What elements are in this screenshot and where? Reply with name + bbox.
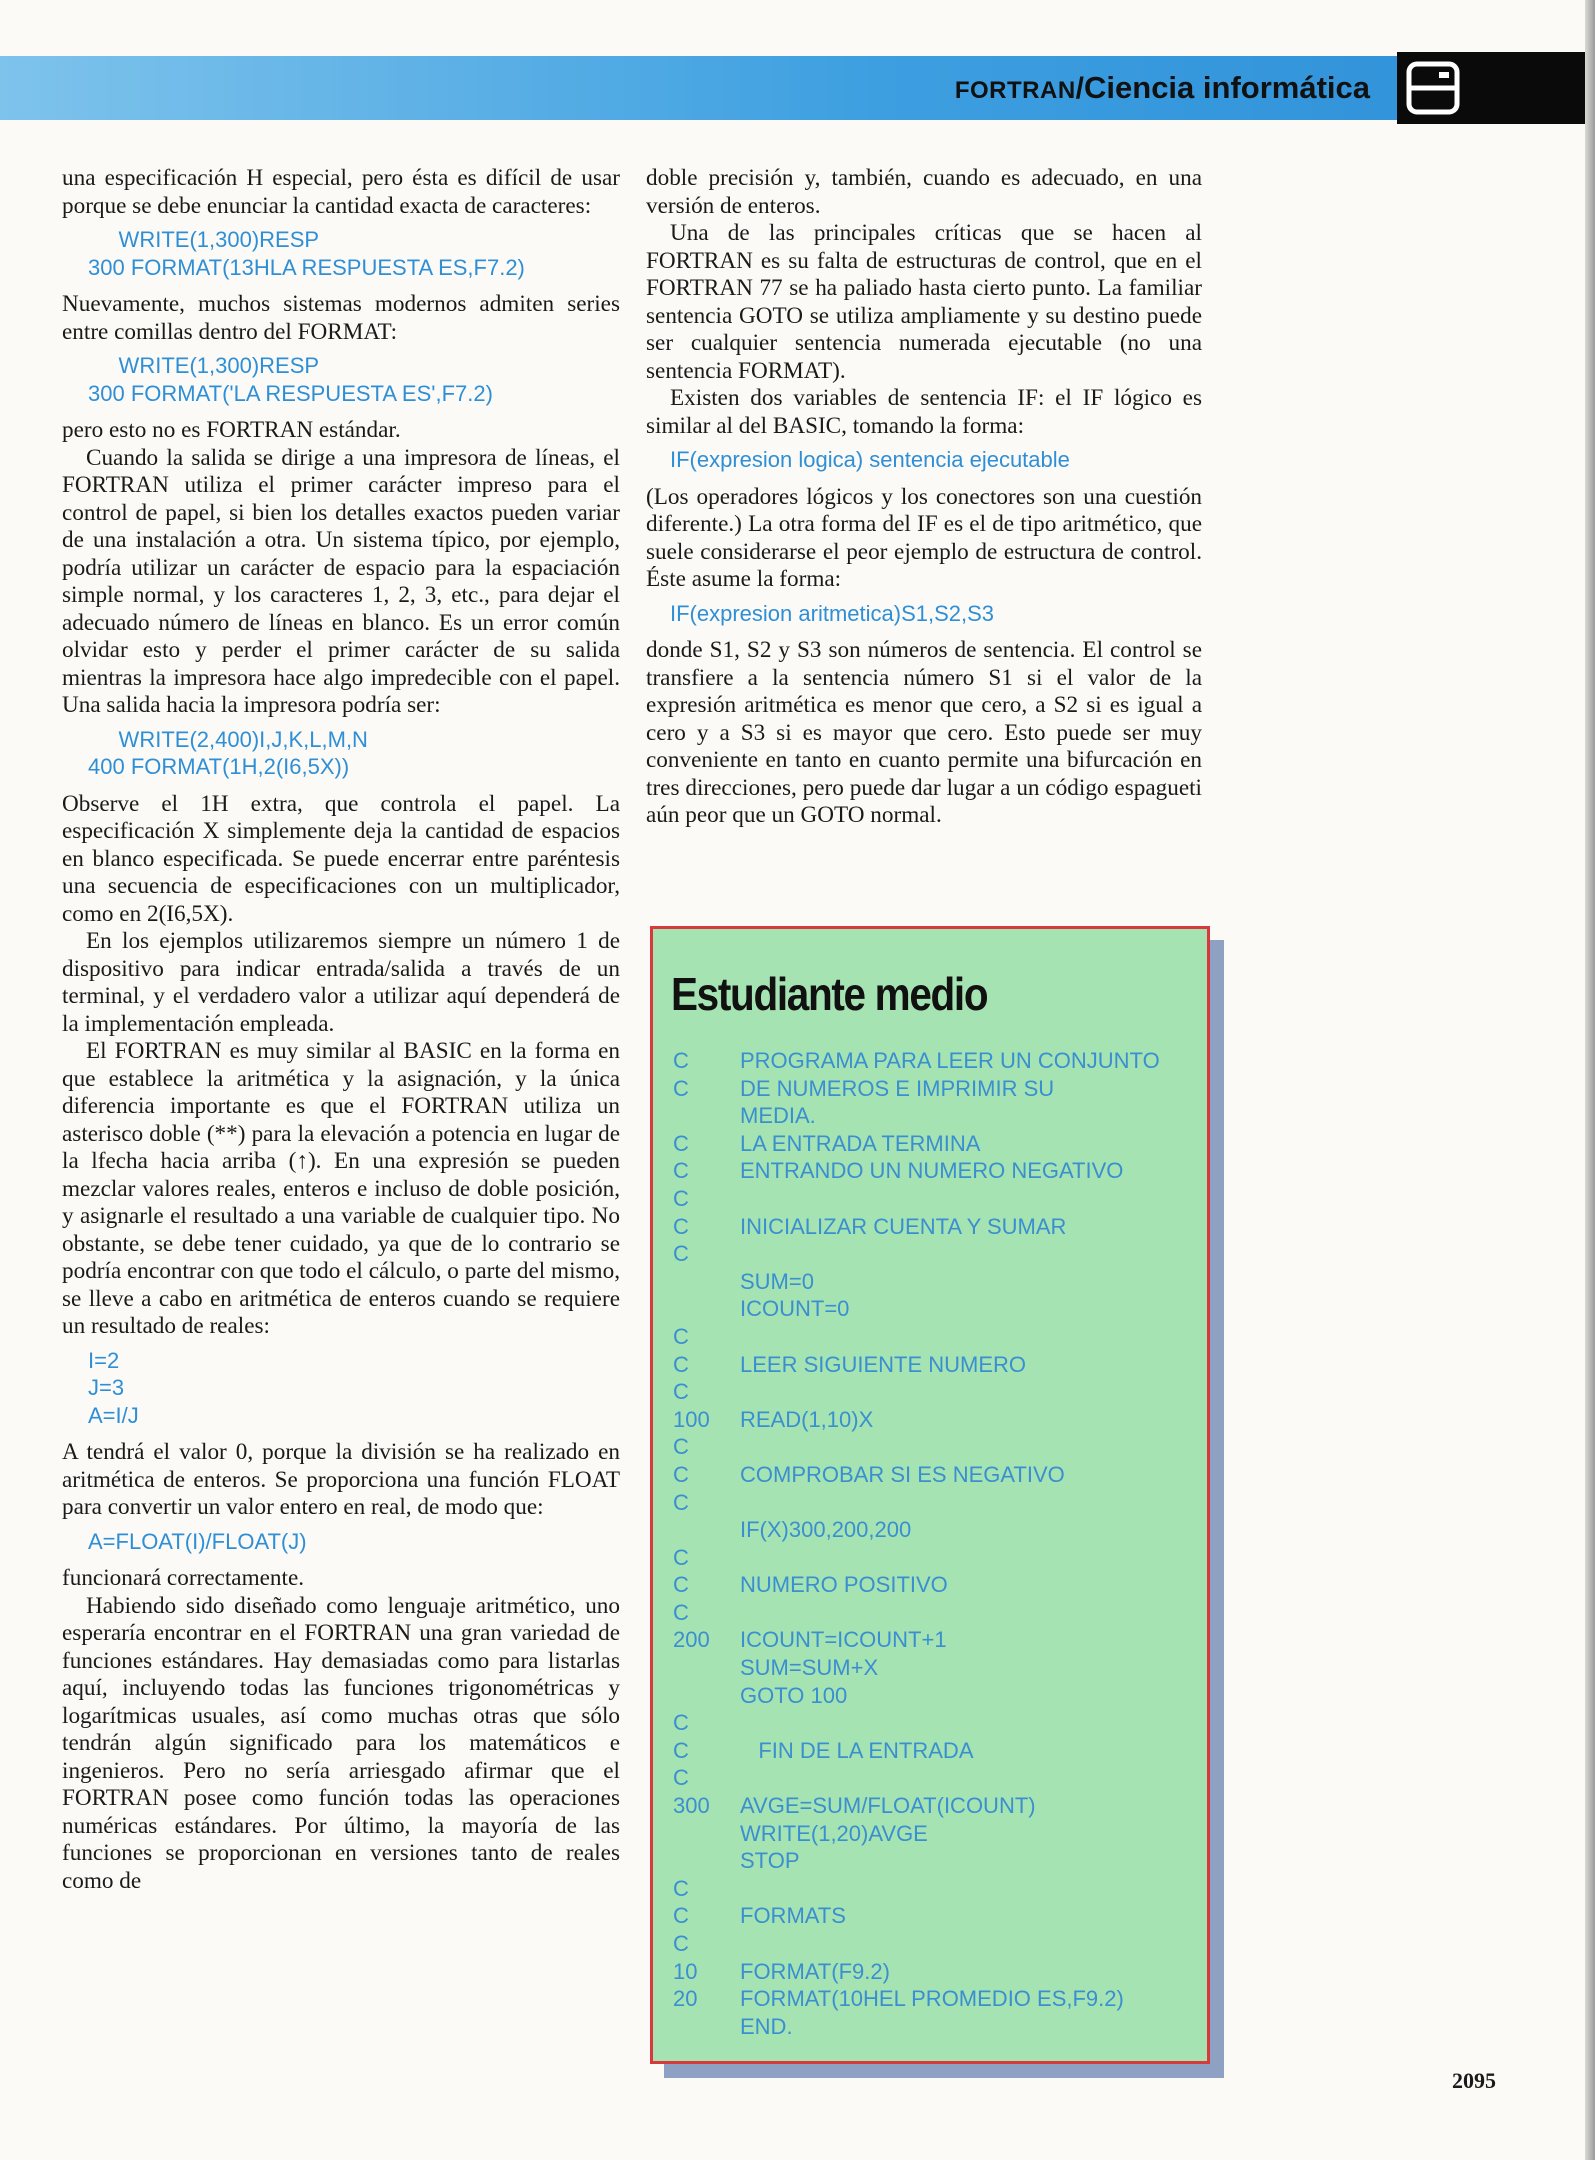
code-line-text: ICOUNT=ICOUNT+1 xyxy=(740,1627,947,1653)
code-line-label: C xyxy=(673,1434,689,1460)
code-line xyxy=(673,1433,1193,1461)
paragraph: Cuando la salida se dirige a una impresora de líneas, el FORTRAN utiliza el primer carácter impreso para el control de papel, si bien los detalles exactos pueden variar de una instalación a otra. Un sistema típico, por ejemplo, podría utilizar un carácter de espacio para la espaciación simple normal, y los caracteres 1, 2, 3, etc., para dejar el adecuado número de líneas en blanco. Es un error común olvidar esto y perder el primer carácter de su salida mientras la impresora hace algo impredecible con el papel. Una salida hacia la impresora podría ser: xyxy=(62,444,620,718)
code-line xyxy=(673,1102,1193,1130)
code-line xyxy=(673,1626,1193,1654)
code-line xyxy=(673,1268,1193,1296)
code-line-label: 300 xyxy=(673,1793,710,1819)
paragraph: pero esto no es FORTRAN estándar. xyxy=(62,417,401,443)
code-line-label: C xyxy=(673,1737,689,1763)
code-line xyxy=(673,1185,1193,1213)
code-line xyxy=(673,1571,1193,1599)
code-line xyxy=(673,1461,1193,1489)
right-column xyxy=(646,165,1202,830)
code-line-label: C xyxy=(673,1461,689,1487)
code-line-label: C xyxy=(673,1213,689,1239)
code-line-label: 10 xyxy=(673,1958,698,1984)
code-line xyxy=(673,1213,1193,1241)
code-line-label: C xyxy=(673,1572,689,1598)
code-line xyxy=(673,1709,1193,1737)
paragraph: (Los operadores lógicos y los conectores son una cuestión diferente.) La otra forma del IF es el de tipo aritmético, que suele considerarse el peor ejemplo de estructura de control. Éste asume la forma: xyxy=(646,483,1202,592)
code-line-label: C xyxy=(673,1765,689,1791)
code-line-label xyxy=(673,2013,740,2041)
code-line-text: FORMAT(F9.2) xyxy=(740,1958,890,1984)
section-header xyxy=(955,68,1370,108)
page-edge xyxy=(1585,0,1595,2160)
code-line-label xyxy=(673,1847,740,1875)
code-line-text: AVGE=SUM/FLOAT(ICOUNT) xyxy=(740,1793,1036,1819)
code-line-text: FORMATS xyxy=(740,1903,846,1929)
code-line-label: C xyxy=(673,1323,689,1349)
code-line xyxy=(673,1378,1193,1406)
code-line xyxy=(673,1295,1193,1323)
code-line-label: C xyxy=(673,1544,689,1570)
paragraph: donde S1, S2 y S3 son números de sentencia. El control se transfiere a la sentencia número S1 si el valor de la expresión aritmética es menor que cero, a S2 si es igual a cero y a S3 si es mayor que cero. Esto puede ser muy conveniente en tanto en cuanto permite una bifurcación en tres direcciones, pero puede dar lugar a un código espagueti aún peor que un GOTO normal. xyxy=(646,637,1202,828)
code-line xyxy=(673,1654,1193,1682)
series-name: FORTRAN xyxy=(954,77,1076,104)
code-line-text: ICOUNT=0 xyxy=(740,1296,850,1322)
code-line xyxy=(673,1958,1193,1986)
code-example: IF(expresion logica) sentencia ejecutable xyxy=(670,447,1070,472)
paragraph: Nuevamente, muchos sistemas modernos admiten series entre comillas dentro del FORMAT: xyxy=(62,291,620,345)
code-line-label: 100 xyxy=(673,1406,710,1432)
code-line xyxy=(673,1544,1193,1572)
code-line-text: READ(1,10)X xyxy=(740,1406,874,1432)
code-line-label: C xyxy=(673,1903,689,1929)
code-line-label: C xyxy=(673,1351,689,1377)
code-line-text: GOTO 100 xyxy=(740,1682,848,1708)
code-line xyxy=(673,1406,1193,1434)
code-line-label: C xyxy=(673,1599,689,1625)
code-line xyxy=(673,1820,1193,1848)
code-line-label: C xyxy=(673,1130,689,1156)
code-line-text: SUM=0 xyxy=(740,1268,814,1294)
code-line-text: FIN DE LA ENTRADA xyxy=(740,1737,974,1763)
paragraph: doble precisión y, también, cuando es adecuado, en una versión de enteros. xyxy=(646,165,1202,219)
code-line-text: WRITE(1,20)AVGE xyxy=(740,1820,928,1846)
paragraph: A tendrá el valor 0, porque la división se ha realizado en aritmética de enteros. Se proporciona una función FLOAT para convertir un valor entero en real, de modo que: xyxy=(62,1439,620,1520)
code-line-label: C xyxy=(673,1710,689,1736)
code-line-text: COMPROBAR SI ES NEGATIVO xyxy=(740,1461,1065,1487)
code-line xyxy=(673,2013,1193,2041)
code-line xyxy=(673,1985,1193,2013)
header-separator: / xyxy=(1075,72,1085,105)
left-column xyxy=(62,165,620,1895)
code-line xyxy=(673,1847,1193,1875)
code-line xyxy=(673,1599,1193,1627)
code-line-label: 20 xyxy=(673,1986,698,2012)
code-line xyxy=(673,1764,1193,1792)
code-line-label xyxy=(673,1820,740,1848)
paragraph: Una de las principales críticas que se hacen al FORTRAN es su falta de estructuras de control, que en el FORTRAN 77 se ha paliado hasta cierto punto. La familiar sentencia GOTO se utiliza ampliamente y su destino puede ser cualquier sentencia numerada ejecutable (no una sentencia FORMAT). xyxy=(646,220,1202,384)
code-line-text: PROGRAMA PARA LEER UN CONJUNTO xyxy=(740,1048,1160,1073)
code-line xyxy=(673,1351,1193,1379)
code-line-label xyxy=(673,1682,740,1710)
code-line xyxy=(673,1157,1193,1185)
code-line-text: INICIALIZAR CUENTA Y SUMAR xyxy=(740,1213,1067,1239)
program-listing xyxy=(673,1047,1193,2040)
code-line-label xyxy=(673,1102,740,1130)
code-line-text: IF(X)300,200,200 xyxy=(740,1517,912,1543)
section-name: Ciencia informática xyxy=(1084,70,1370,105)
computer-screen-icon xyxy=(1403,58,1463,118)
program-box-title: Estudiante medio xyxy=(671,968,988,1020)
code-line xyxy=(673,1930,1193,1958)
code-line xyxy=(673,1323,1193,1351)
code-example: IF(expresion aritmetica)S1,S2,S3 xyxy=(670,600,995,626)
code-line-text: ENTRANDO UN NUMERO NEGATIVO xyxy=(740,1158,1124,1184)
code-line-text: LA ENTRADA TERMINA xyxy=(740,1130,981,1156)
header-logo xyxy=(1397,52,1595,124)
code-line xyxy=(673,1075,1193,1103)
code-line-label: C xyxy=(673,1875,689,1901)
code-line-label: C xyxy=(673,1185,689,1211)
code-line-label: C xyxy=(673,1489,689,1515)
code-line-label: C xyxy=(673,1048,689,1073)
code-line xyxy=(673,1682,1193,1710)
code-line-label xyxy=(673,1516,740,1544)
code-line-label: C xyxy=(673,1379,689,1405)
paragraph: En los ejemplos utilizaremos siempre un número 1 de dispositivo para indicar entrada/salida a través de un terminal, y el verdadero valor a utilizar aquí dependerá de la implementación empleada. xyxy=(62,928,620,1037)
code-line-label xyxy=(673,1654,740,1682)
code-line-text: MEDIA. xyxy=(740,1103,816,1129)
paragraph: Observe el 1H extra, que controla el papel. La especificación X simplemente deja la cantidad de espacios en blanco especificada. Se puede encerrar entre paréntesis una secuencia de especificaciones con un multiplicador, como en 2(I6,5X). xyxy=(62,790,620,927)
paragraph: Habiendo sido diseñado como lenguaje aritmético, uno esperaría encontrar en el FORTRAN una gran variedad de funciones estándares. Hay demasiadas como para listarlas aquí, incluyendo todas las funciones trigonométricas y logarítmicas usuales, así como muchas otras que sólo tendrán algún significado para los matemáticos e ingenieros. Pero no sería arriesgado afirmar que el FORTRAN posee como función todas las operaciones numéricas estándares. Por último, la mayoría de las funciones se proporcionan en versiones tanto de reales como de xyxy=(62,1592,620,1894)
code-line-text: DE NUMEROS E IMPRIMIR SU xyxy=(740,1075,1055,1101)
code-example: WRITE(2,400)I,J,K,L,M,N 400 FORMAT(1H,2(I6,5X)) xyxy=(88,726,368,779)
code-line-text: LEER SIGUIENTE NUMERO xyxy=(740,1351,1027,1377)
paragraph: funcionará correctamente. xyxy=(62,1565,305,1591)
code-line-label xyxy=(673,1295,740,1323)
page-number: 2095 xyxy=(1452,2068,1496,2093)
code-example: WRITE(1,300)RESP 300 FORMAT(13HLA RESPUESTA ES,F7.2) xyxy=(88,227,525,280)
code-example: WRITE(1,300)RESP 300 FORMAT('LA RESPUESTA ES',F7.2) xyxy=(88,353,493,406)
code-example: A=FLOAT(I)/FLOAT(J) xyxy=(88,1528,307,1554)
code-line-label: C xyxy=(673,1158,689,1184)
code-line xyxy=(673,1047,1193,1075)
code-line xyxy=(673,1792,1193,1820)
code-line-text: STOP xyxy=(740,1848,800,1874)
code-line xyxy=(673,1902,1193,1930)
code-example: I=2 J=3 A=I/J xyxy=(88,1347,139,1428)
code-line xyxy=(673,1516,1193,1544)
code-line-label: C xyxy=(673,1931,689,1956)
code-line xyxy=(673,1737,1193,1765)
code-line-label xyxy=(673,1268,740,1296)
paragraph: una especificación H especial, pero ésta es difícil de usar porque se debe enunciar la cantidad exacta de caracteres: xyxy=(62,165,620,219)
paragraph: El FORTRAN es muy similar al BASIC en la forma en que establece la aritmética y la asignación, y la única diferencia importante es que el FORTRAN utiliza un asterisco doble (**) para la elevación a potencia en lugar de la lfecha hacia arriba (↑). En una expresión se pueden mezclar valores reales, enteros e incluso de doble posición, y asignarle el resultado a una variable de cualquier tipo. No obstante, se debe tener cuidado, ya que de lo contrario se podría encontrar con que todo el cálculo, o parte del mismo, se lleve a cabo en aritmética de enteros cuando se requiere un resultado de reales: xyxy=(62,1038,620,1339)
code-line xyxy=(673,1130,1193,1158)
code-line-text: NUMERO POSITIVO xyxy=(740,1572,948,1598)
code-line xyxy=(673,1489,1193,1517)
code-line-text: SUM=SUM+X xyxy=(740,1655,879,1681)
code-line xyxy=(673,1240,1193,1268)
code-line-label: 200 xyxy=(673,1627,710,1653)
code-line-text: END. xyxy=(740,2013,793,2039)
code-line-text: FORMAT(10HEL PROMEDIO ES,F9.2) xyxy=(740,1986,1124,2012)
code-line-label: C xyxy=(673,1241,689,1267)
code-line-label: C xyxy=(673,1075,689,1101)
program-box xyxy=(650,926,1210,2064)
code-line xyxy=(673,1875,1193,1903)
paragraph: Existen dos variables de sentencia IF: el IF lógico es similar al del BASIC, tomando la forma: xyxy=(646,385,1202,439)
